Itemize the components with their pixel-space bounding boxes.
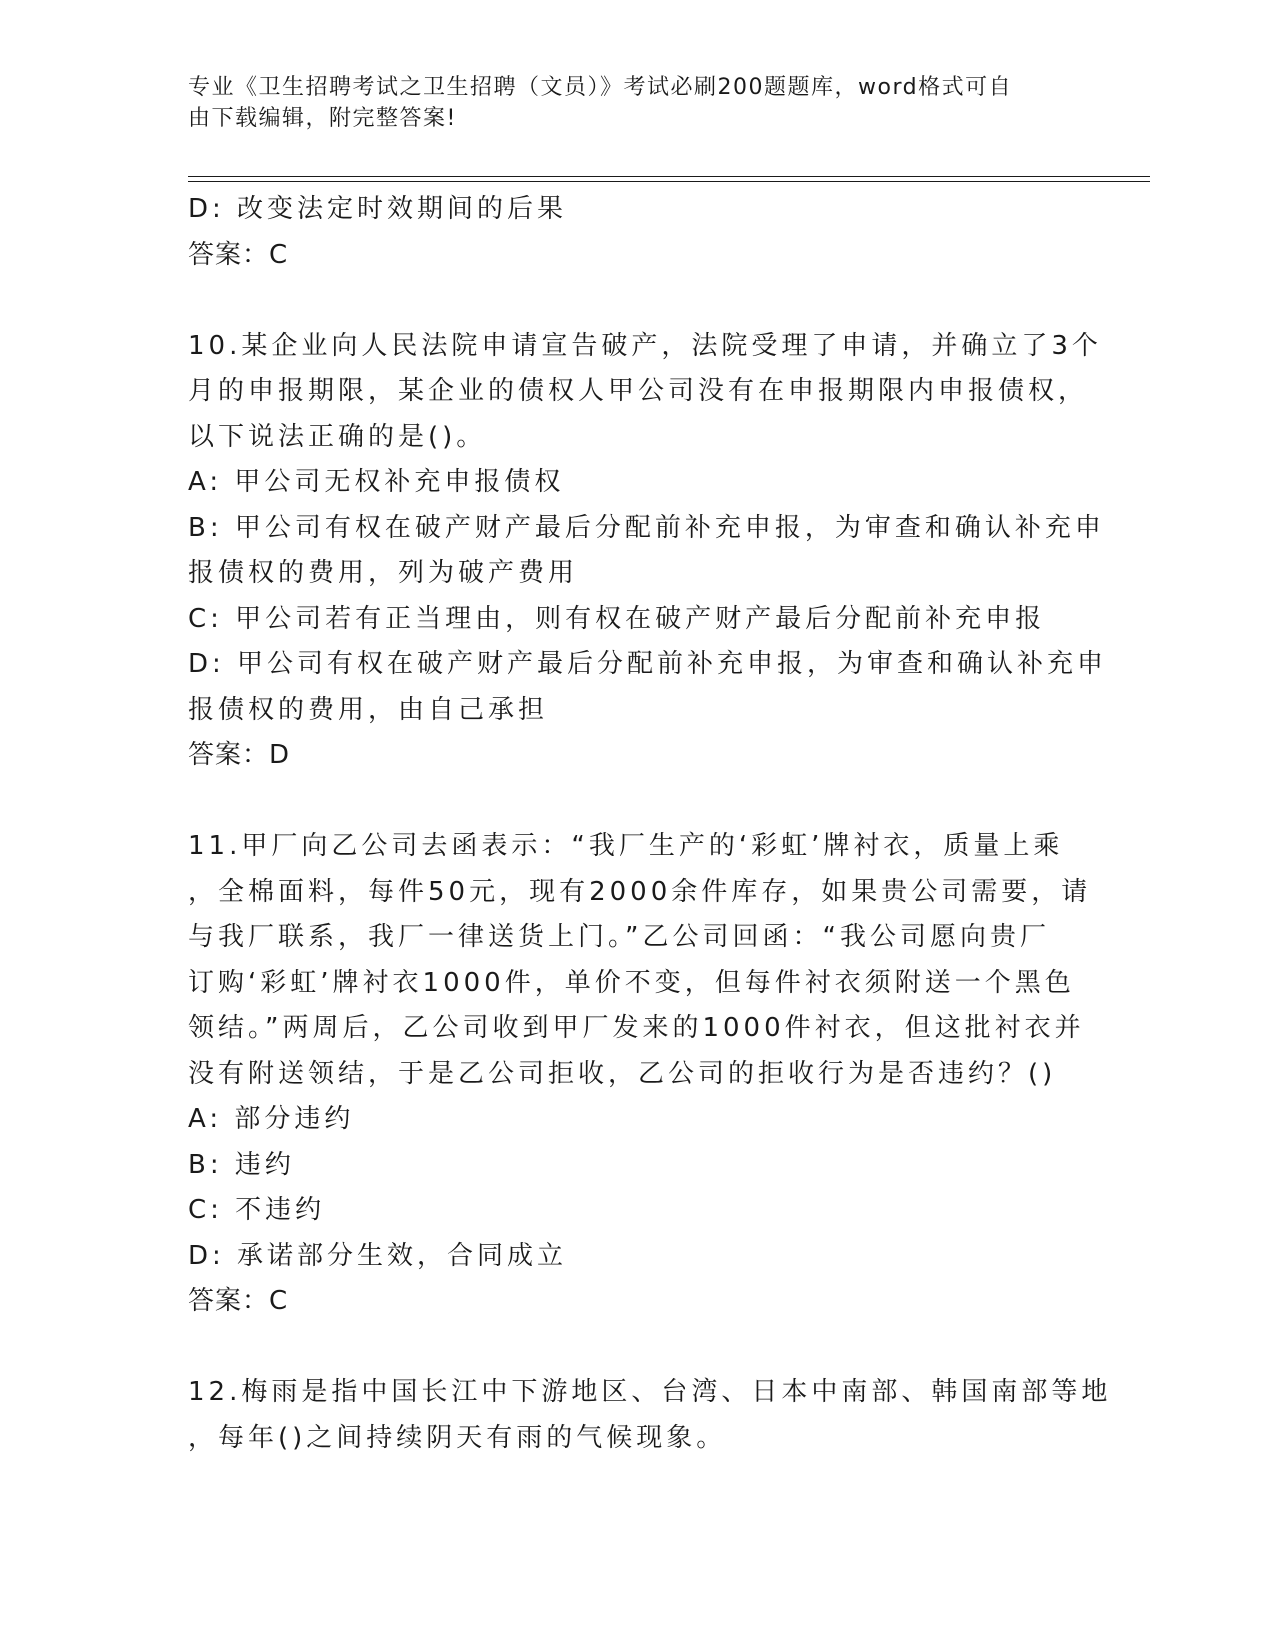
spacer: [188, 278, 1068, 324]
option-b: B: 违约: [188, 1149, 295, 1180]
header-line-1: 专业《卫生招聘考试之卫生招聘（文员）》考试必刷200题题库，word格式可自: [188, 75, 1013, 100]
question-stem-line: 11.甲厂向乙公司去函表示：“我厂生产的‘彩虹’牌衬衣，质量上乘: [188, 831, 1064, 861]
spacer: [188, 1325, 1068, 1371]
question-12: [188, 1370, 1112, 1461]
option-c: C: 不违约: [188, 1195, 326, 1225]
spacer: [188, 779, 1068, 825]
option-d-continued: 报债权的费用，由自己承担: [188, 694, 549, 725]
question-stem-line: 与我厂联系，我厂一律送货上门。”乙公司回函：“我公司愿向贵厂: [188, 922, 1050, 952]
question-stem-line: 以下说法正确的是()。: [188, 421, 487, 452]
header-divider-bottom: [188, 181, 1150, 182]
option-d: D: 承诺部分生效，合同成立: [188, 1240, 568, 1271]
question-stem-line: ，全棉面料，每件50元，现有2000余件库存，如果贵公司需要，请: [188, 876, 1092, 907]
document-body: [188, 187, 1112, 1461]
option-a: A: 部分违约: [188, 1104, 355, 1134]
question-stem-line: ，每年()之间持续阴天有雨的气候现象。: [188, 1422, 727, 1453]
question-stem-line: 订购‘彩虹’牌衬衣1000件，单价不变，但每件衬衣须附送一个黑色: [188, 967, 1075, 998]
answer: 答案：C: [188, 1286, 289, 1316]
question-10: [188, 324, 1108, 779]
header-divider-top: [188, 176, 1150, 177]
option-c: C: 甲公司若有正当理由，则有权在破产财产最后分配前补充申报: [188, 603, 1046, 634]
page-header: [188, 72, 1068, 134]
option-b-continued: 报债权的费用，列为破产费用: [188, 558, 579, 588]
question-stem-line: 10.某企业向人民法院申请宣告破产，法院受理了申请，并确立了3个: [188, 330, 1102, 361]
question-stem-line: 领结。”两周后，乙公司收到甲厂发来的1000件衬衣，但这批衬衣并: [188, 1013, 1085, 1043]
question-stem-line: 月的申报期限，某企业的债权人甲公司没有在申报期限内申报债权，: [188, 376, 1089, 406]
header-line-2: 由下载编辑，附完整答案!: [188, 106, 457, 131]
option-d: D: 改变法定时效期间的后果: [188, 194, 568, 224]
answer: 答案：D: [188, 740, 291, 770]
option-a: A: 甲公司无权补充申报债权: [188, 467, 565, 497]
answer: 答案：C: [188, 239, 289, 270]
option-b: B: 甲公司有权在破产财产最后分配前补充申报，为审查和确认补充申: [188, 512, 1105, 543]
question-stem-line: 没有附送领结，于是乙公司拒收，乙公司的拒收行为是否违约？(): [188, 1058, 1057, 1089]
question-stem-line: 12.梅雨是指中国长江中下游地区、台湾、日本中南部、韩国南部等地: [188, 1377, 1112, 1407]
option-d: D: 甲公司有权在破产财产最后分配前补充申报，为审查和确认补充申: [188, 649, 1108, 679]
question-11: [188, 824, 1092, 1325]
